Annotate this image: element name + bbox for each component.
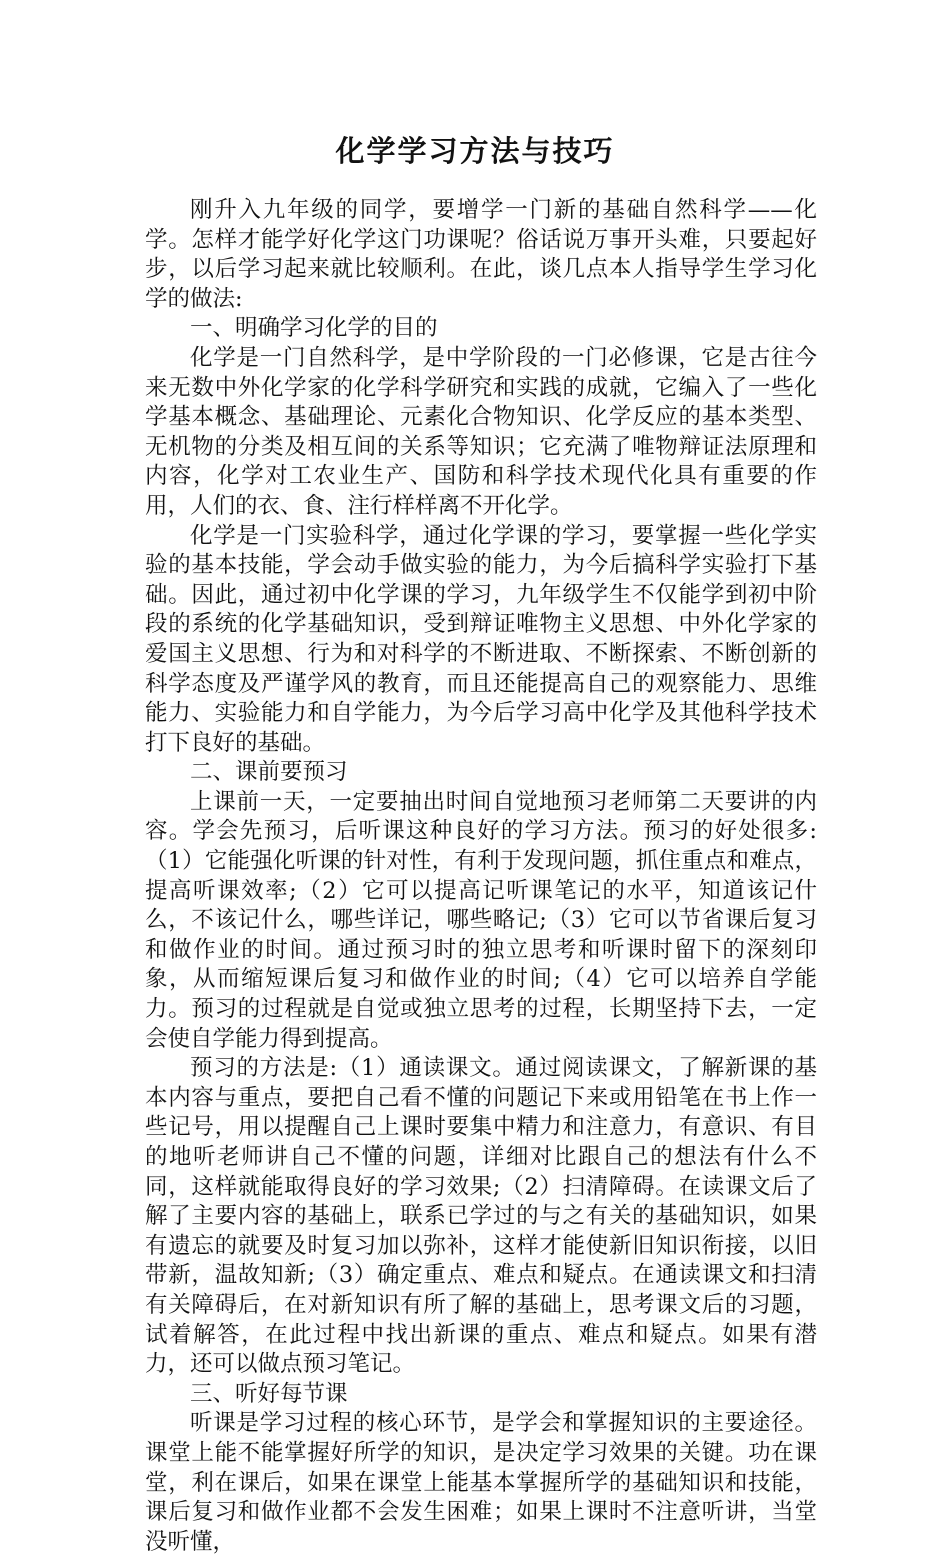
section-heading-3: 三、听好每节课 (190, 1380, 348, 1407)
body-paragraph: 听课是学习过程的核心环节，是学会和掌握知识的主要途径。课堂上能不能掌握好所学的知识，是决定学习效果的关键。功在课堂，利在课后，如果在课堂上能基本掌握所学的基础知识和技能，课后复习和做作业都不会发生困难；如果上课时不注意听讲，当堂没听懂， (145, 1410, 817, 1555)
intro-paragraph: 刚升入九年级的同学，要增学一门新的基础自然科学——化学。怎样才能学好化学这门功课呢？俗话说万事开头难，只要起好步，以后学习起来就比较顺利。在此，谈几点本人指导学生学习化学的做法: (145, 197, 817, 312)
body-paragraph: 化学是一门自然科学，是中学阶段的一门必修课，它是古往今来无数中外化学家的化学科学研究和实践的成就，它编入了一些化学基本概念、基础理论、元素化合物知识、化学反应的基本类型、无机物的分类及相互间的关系等知识；它充满了唯物辩证法原理和内容，化学对工农业生产、国防和科学技术现代化具有重要的作用，人们的衣、食、注行样样离不开化学。 (145, 344, 817, 519)
body-paragraph: 上课前一天，一定要抽出时间自觉地预习老师第二天要讲的内容。学会先预习，后听课这种良好的学习方法。预习的好处很多:（1）它能强化听课的针对性，有利于发现问题，抓住重点和难点，提高听课效率;（2）它可以提高记听课笔记的水平，知道该记什么，不该记什么，哪些详记，哪些略记;（3）它可以节省课后复习和做作业的时间。通过预习时的独立思考和听课时留下的深刻印象，从而缩短课后复习和做作业的时间;（4）它可以培养自学能力。预习的过程就是自觉或独立思考的过程，长期坚持下去，一定会使自学能力得到提高。 (145, 788, 817, 1052)
section-heading-1: 一、明确学习化学的目的 (190, 315, 438, 342)
body-paragraph: 化学是一门实验科学，通过化学课的学习，要掌握一些化学实验的基本技能，学会动手做实验的能力，为今后搞科学实验打下基础。因此，通过初中化学课的学习，九年级学生不仅能学到初中阶段的系统的化学基础知识，受到辩证唯物主义思想、中外化学家的爱国主义思想、行为和对科学的不断进取、不断探索、不断创新的科学态度及严谨学风的教育，而且还能提高自己的观察能力、思维能力、实验能力和自学能力，为今后学习高中化学及其他科学技术打下良好的基础。 (145, 522, 817, 756)
section-heading-2: 二、课前要预习 (190, 759, 348, 786)
page-title: 化学学习方法与技巧 (335, 134, 615, 168)
document-body (145, 196, 817, 1557)
body-paragraph: 预习的方法是:（1）通读课文。通过阅读课文，了解新课的基本内容与重点，要把自己看不懂的问题记下来或用铅笔在书上作一些记号，用以提醒自己上课时要集中精力和注意力，有意识、有目的地听老师讲自己不懂的问题，详细对比跟自己的想法有什么不同，这样就能取得良好的学习效果;（2）扫清障碍。在读课文后了解了主要内容的基础上，联系已学过的与之有关的基础知识，如果有遗忘的就要及时复习加以弥补，这样才能使新旧知识衔接，以旧带新，温故知新;（3）确定重点、难点和疑点。在通读课文和扫清有关障碍后，在对新知识有所了解的基础上，思考课文后的习题，试着解答，在此过程中找出新课的重点、难点和疑点。如果有潜力，还可以做点预习笔记。 (145, 1055, 817, 1378)
